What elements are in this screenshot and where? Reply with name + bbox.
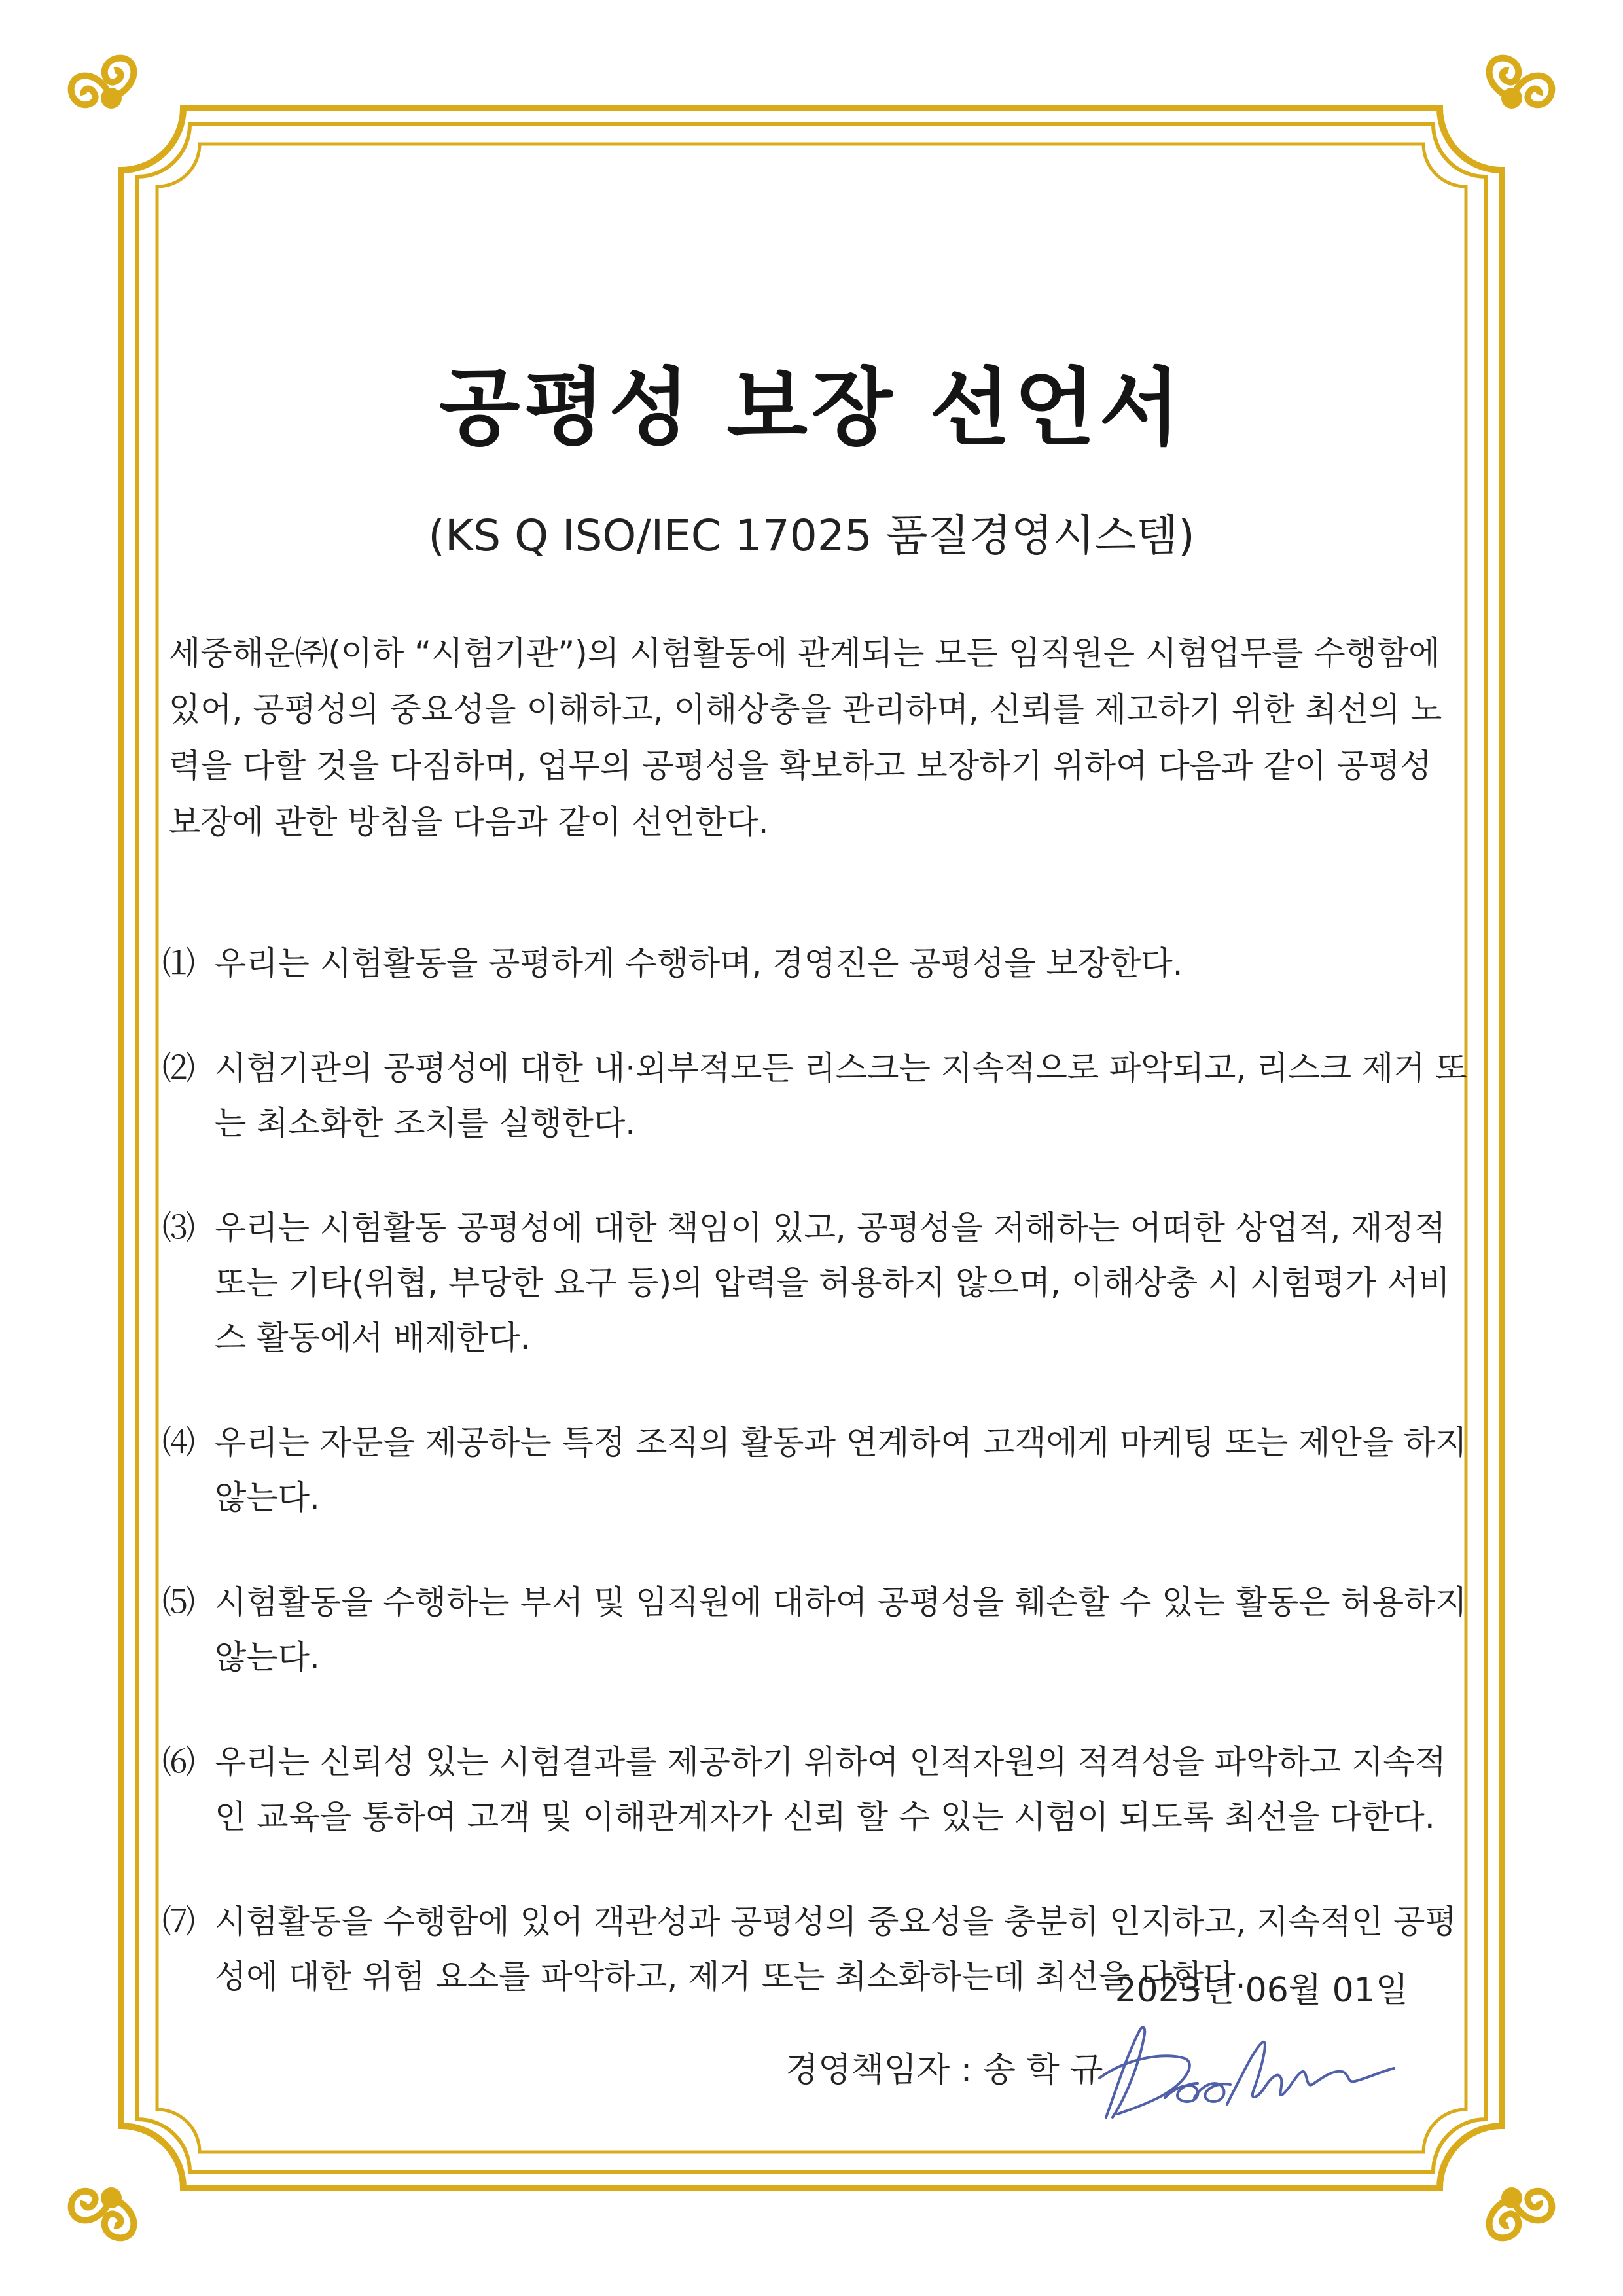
policy-text: 시험기관의 공평성에 대한 내·외부적모든 리스크는 지속적으로 파악되고, 리스크 제거 또는 최소화한 조치를 실행한다. [215, 1049, 1467, 1142]
declaration-date: 2023년 06월 01일 [1115, 1971, 1408, 2010]
policy-text: 시험활동을 수행함에 있어 객관성과 공평성의 중요성을 충분히 인지하고, 지속적인 공평성에 대한 위험 요소를 파악하고, 제거 또는 최소화하는데 최선을 다한다. [215, 1903, 1457, 1996]
policy-number: ⑷ [162, 1424, 195, 1462]
policy-number: ⑺ [162, 1903, 195, 1941]
policy-text: 우리는 시험활동을 공평하게 수행하며, 경영진은 공평성을 보장한다. [215, 944, 1183, 982]
policy-item-2 [162, 1041, 1478, 1151]
intro-paragraph: 세중해운㈜(이하 “시험기관”)의 시험활동에 관계되는 모든 임직원은 시험업무를 수행함에 있어, 공평성의 중요성을 이해하고, 이해상충을 관리하며, 신뢰를 제고하기 위한 최선의 노력을 다할 것을 다짐하며, 업무의 공평성을 확보하고 보장하기 위하여 다음과 같이 공평성 보장에 관한 방침을 다음과 같이 선언한다. [169, 634, 1442, 841]
policy-number: ⑹ [162, 1743, 195, 1781]
policy-text: 우리는 신뢰성 있는 시험결과를 제공하기 위하여 인적자원의 적격성을 파악하고 지속적인 교육을 통하여 고객 및 이해관계자가 신뢰 할 수 있는 시험이 되도록 최선을 다한다. [215, 1743, 1446, 1836]
policy-item-5 [162, 1575, 1478, 1685]
policy-text: 시험활동을 수행하는 부서 및 임직원에 대하여 공평성을 훼손할 수 있는 활동은 허용하지 않는다. [215, 1583, 1467, 1676]
policy-number: ⑶ [162, 1209, 195, 1247]
handwritten-signature [1086, 2006, 1414, 2137]
policy-number: ⑸ [162, 1583, 195, 1621]
document-subtitle: (KS Q ISO/IEC 17025 품질경영시스템) [428, 511, 1195, 561]
signer-name: 경영책임자 : 송 학 규 [785, 2051, 1103, 2090]
policy-number: ⑵ [162, 1049, 195, 1087]
corner-ornament-bottom-right [1489, 2187, 1552, 2238]
corner-ornament-top-right [1489, 58, 1552, 109]
document-title: 공평성 보장 선언서 [438, 359, 1185, 457]
policy-text: 우리는 자문을 제공하는 특정 조직의 활동과 연계하여 고객에게 마케팅 또는 제안을 하지 않는다. [215, 1424, 1467, 1516]
policy-item-4 [162, 1415, 1478, 1525]
corner-ornament-top-left [71, 58, 134, 109]
policy-list [162, 936, 1478, 2004]
corner-ornament-bottom-left [71, 2187, 134, 2238]
policy-item-1 [162, 936, 1478, 991]
policy-text: 우리는 시험활동 공평성에 대한 책임이 있고, 공평성을 저해하는 어떠한 상업적, 재정적 또는 기타(위협, 부당한 요구 등)의 압력을 허용하지 않으며, 이해상충 시 시험평가 서비스 활동에서 배제한다. [215, 1209, 1450, 1357]
policy-item-3 [162, 1200, 1478, 1365]
policy-number: ⑴ [162, 944, 195, 982]
policy-item-6 [162, 1734, 1478, 1844]
